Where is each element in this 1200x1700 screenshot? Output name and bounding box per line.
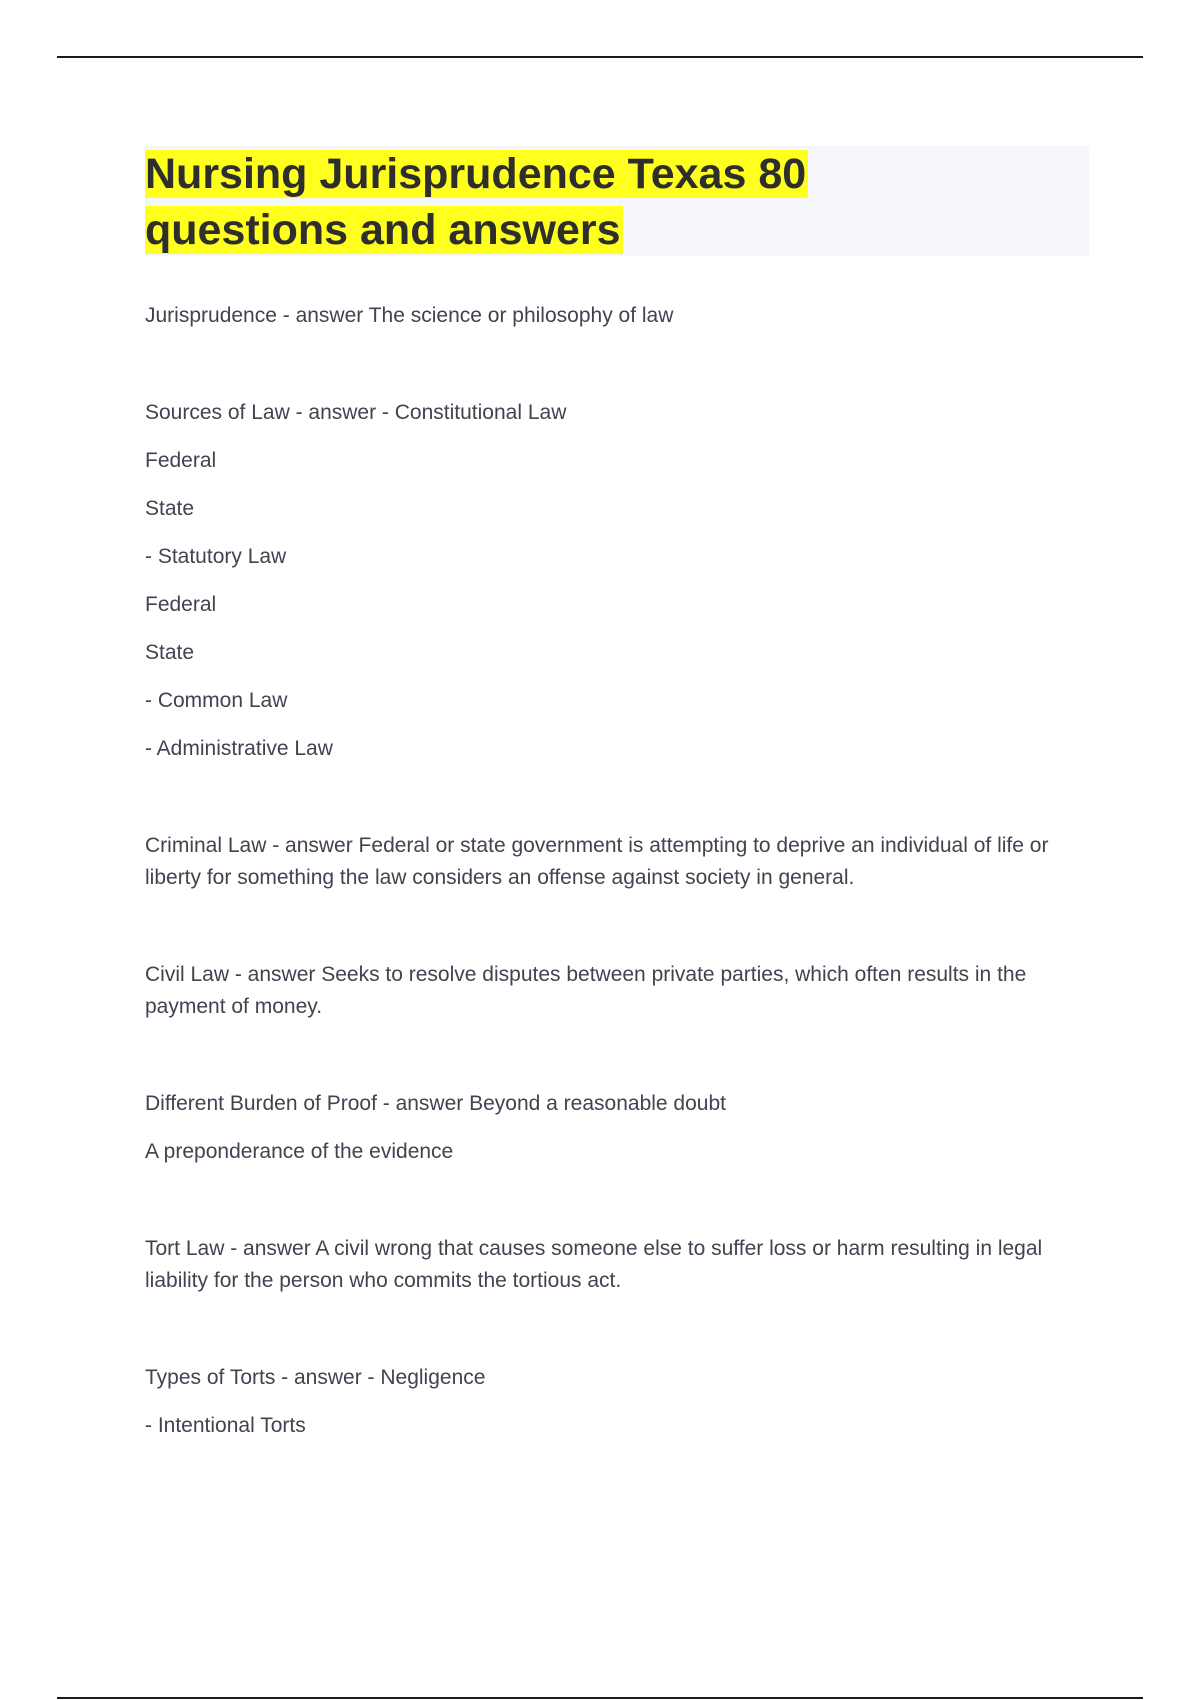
qa-entry-jurisprudence <box>145 300 1095 332</box>
qa-line: Federal <box>145 593 217 616</box>
document-title <box>145 146 1089 258</box>
top-rule <box>57 56 1143 58</box>
title-block <box>145 146 1089 256</box>
qa-entry-types-of-torts <box>145 1362 1095 1442</box>
qa-line: Sources of Law - answer - Constitutional Law <box>145 401 567 424</box>
qa-line: Jurisprudence - answer The science or philosophy of law <box>145 304 674 327</box>
qa-line: Different Burden of Proof - answer Beyond a reasonable doubt <box>145 1092 726 1115</box>
qa-entry-sources-of-law <box>145 397 1095 765</box>
qa-line: Tort Law - answer A civil wrong that causes someone else to suffer loss or harm resulting in legal liability for the person who commits the tortious act. <box>145 1237 1043 1292</box>
entry-gap <box>145 332 1095 397</box>
qa-line: - Common Law <box>145 689 288 712</box>
entry-gap <box>145 765 1095 830</box>
qa-line: - Intentional Torts <box>145 1414 306 1437</box>
qa-entry-criminal-law <box>145 830 1095 894</box>
qa-line: State <box>145 641 195 664</box>
qa-line: State <box>145 497 195 520</box>
title-line-2: questions and answers <box>145 206 621 254</box>
qa-line: - Administrative Law <box>145 737 333 760</box>
qa-entry-tort-law <box>145 1233 1095 1297</box>
entry-gap <box>145 1297 1095 1362</box>
qa-line: A preponderance of the evidence <box>145 1140 454 1163</box>
title-line-1: Nursing Jurisprudence Texas 80 <box>145 150 807 198</box>
entry-gap <box>145 1023 1095 1088</box>
qa-line: Criminal Law - answer Federal or state government is attempting to deprive an individual of life or liberty for something the law considers an offense against society in general. <box>145 834 1049 889</box>
qa-entry-burden-of-proof <box>145 1088 1095 1168</box>
qa-line: - Statutory Law <box>145 545 287 568</box>
qa-line: Federal <box>145 449 217 472</box>
qa-entry-civil-law <box>145 959 1095 1023</box>
qa-line: Civil Law - answer Seeks to resolve disputes between private parties, which often results in the payment of money. <box>145 963 1027 1018</box>
qa-content <box>145 300 1095 1442</box>
entry-gap <box>145 1168 1095 1233</box>
entry-gap <box>145 894 1095 959</box>
bottom-rule <box>57 1697 1143 1699</box>
qa-line: Types of Torts - answer - Negligence <box>145 1366 486 1389</box>
